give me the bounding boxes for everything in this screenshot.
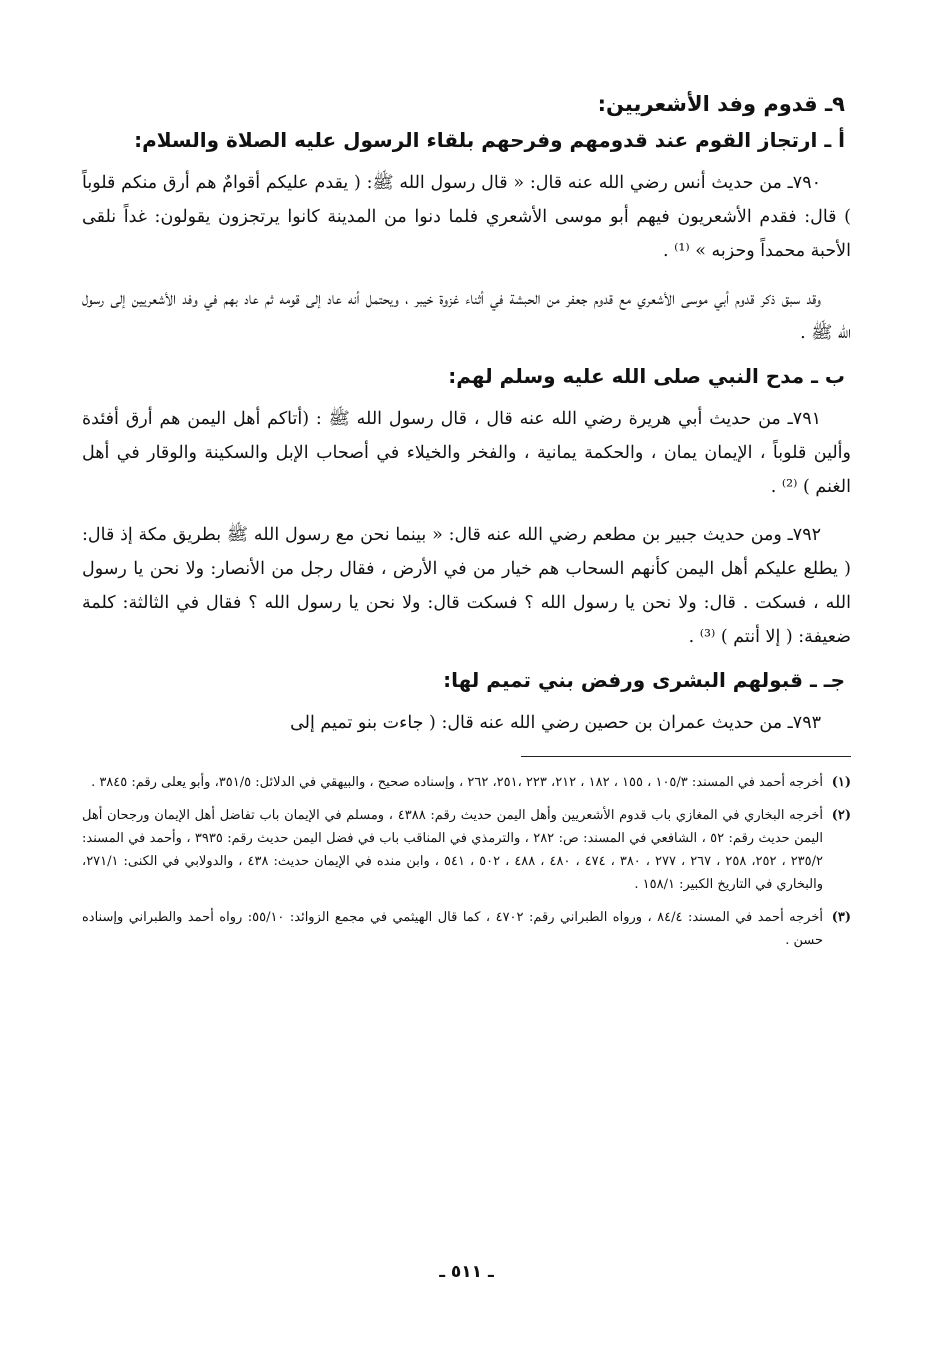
subsection-title-c: جـ ـ قبولهم البشرى ورفض بني تميم لها: <box>443 668 845 692</box>
footnote-text: أخرجه أحمد في المسند: ١٠٥/٣ ، ١٥٥ ، ١٨٢ ، ٢١٢، ٢٢٣ ،٢٥١، ٢٦٢ ، وإسناده صحيح ، والبيهقي في الدلائل: ٣٥١/٥، وأبو يعلى رقم: ٣٨٤٥ . <box>91 775 823 790</box>
commentary-paragraph <box>82 282 851 350</box>
subsection-title-b: ب ـ مدح النبي صلى الله عليه وسلم لهم: <box>448 364 845 388</box>
hadith-790 <box>82 166 851 268</box>
footnote-number: (٣) <box>831 910 851 925</box>
footnote-text: أخرجه البخاري في المغازي باب قدوم الأشعريين وأهل اليمن حديث رقم: ٤٣٨٨ ، ومسلم في الإيمان باب تفاضل أهل الإيمان ورجحان أهل اليمن حديث رقم: ٥٢ ، الشافعي في المسند: ص: ٢٨٢ ، والترمذي في المناقب باب في فضل اليمن حديث رقم: ٣٩٣٥ ، وأحمد في المسند: ٢٣٥/٢ ، ٢٥٢، ٢٥٨ ، ٢٦٧ ، ٢٧٧ ، ٣٨٠ ، ٤٧٤ ، ٤٨٠ ، ٤٨٨ ، ٥٠٢ ، ٥٤١ ، وابن منده في الإيمان حديث: ٤٣٨ ، والدولابي في الكنى: ٢٧١/١، والبخاري في التاريخ الكبير: ١٥٨/١ . <box>82 808 824 892</box>
footnotes <box>82 771 851 952</box>
footnote-text: أخرجه أحمد في المسند: ٨٤/٤ ، ورواه الطبراني رقم: ٤٧٠٢ ، كما قال الهيثمي في مجمع الزوائد: ٥٥/١٠: رواه أحمد والطبراني وإسناده حسن . <box>82 910 823 948</box>
hadith-792 <box>82 518 851 654</box>
footnote-number: (٢) <box>831 808 851 823</box>
section-title: ٩ـ قدوم وفد الأشعريين: <box>597 92 845 116</box>
page-number: ـ ٥١١ ـ <box>439 1262 494 1282</box>
footnote-2 <box>82 804 851 896</box>
footnote-3 <box>82 906 851 952</box>
hadith-790-text: ٧٩٠ـ من حديث أنس رضي الله عنه قال: « قال رسول الله ﷺ: ( يقدم عليكم أقوامٌ هم أرق منكم قلوباً ) قال: فقدم الأشعريون فيهم أبو موسى الأشعري فلما دنوا من المدينة كانوا يرتجزون يقولون: غداً نلقى الأحبة محمداً وحزبه » ⁽¹⁾ . <box>82 173 851 261</box>
footnote-number: (١) <box>831 775 851 790</box>
hadith-793 <box>82 706 851 740</box>
footnote-1 <box>82 771 851 794</box>
footnote-divider <box>521 756 851 757</box>
hadith-792-text: ٧٩٢ـ ومن حديث جبير بن مطعم رضي الله عنه قال: « بينما نحن مع رسول الله ﷺ بطريق مكة إذ قال: ( يطلع عليكم أهل اليمن كأنهم السحاب هم خيار من في الأرض ، فقال رجل من الأنصار: ولا نحن يا رسول الله ، فسكت . قال: ولا نحن يا رسول الله ؟ فسكت قال: ولا نحن يا رسول الله ؟ فقال في الثالثة: كلمة ضعيفة: ( إلا أنتم ) ⁽³⁾ . <box>82 525 851 647</box>
hadith-793-text: ٧٩٣ـ من حديث عمران بن حصين رضي الله عنه قال: ( جاءت بنو تميم إلى <box>290 713 821 733</box>
hadith-791-text: ٧٩١ـ من حديث أبي هريرة رضي الله عنه قال ، قال رسول الله ﷺ : (أتاكم أهل اليمن هم أرق أفئدة وألين قلوباً ، الإيمان يمان ، والحكمة يمانية ، والفخر والخيلاء في أصحاب الإبل والسكينة والوقار في أهل الغنم ) ⁽²⁾ . <box>82 409 851 497</box>
hadith-791 <box>82 402 851 504</box>
commentary-text: وقد سبق ذكر قدوم أبي موسى الأشعري مع قدوم جعفر من الحبشة في أثناء غزوة خيبر ، ويحتمل أنه عاد إلى قومه ثم عاد بهم في وفد الأشعريين إلى رسول الله ﷺ . <box>82 289 851 343</box>
subsection-title-a: أ ـ ارتجاز القوم عند قدومهم وفرحهم بلقاء الرسول عليه الصلاة والسلام: <box>134 128 845 152</box>
